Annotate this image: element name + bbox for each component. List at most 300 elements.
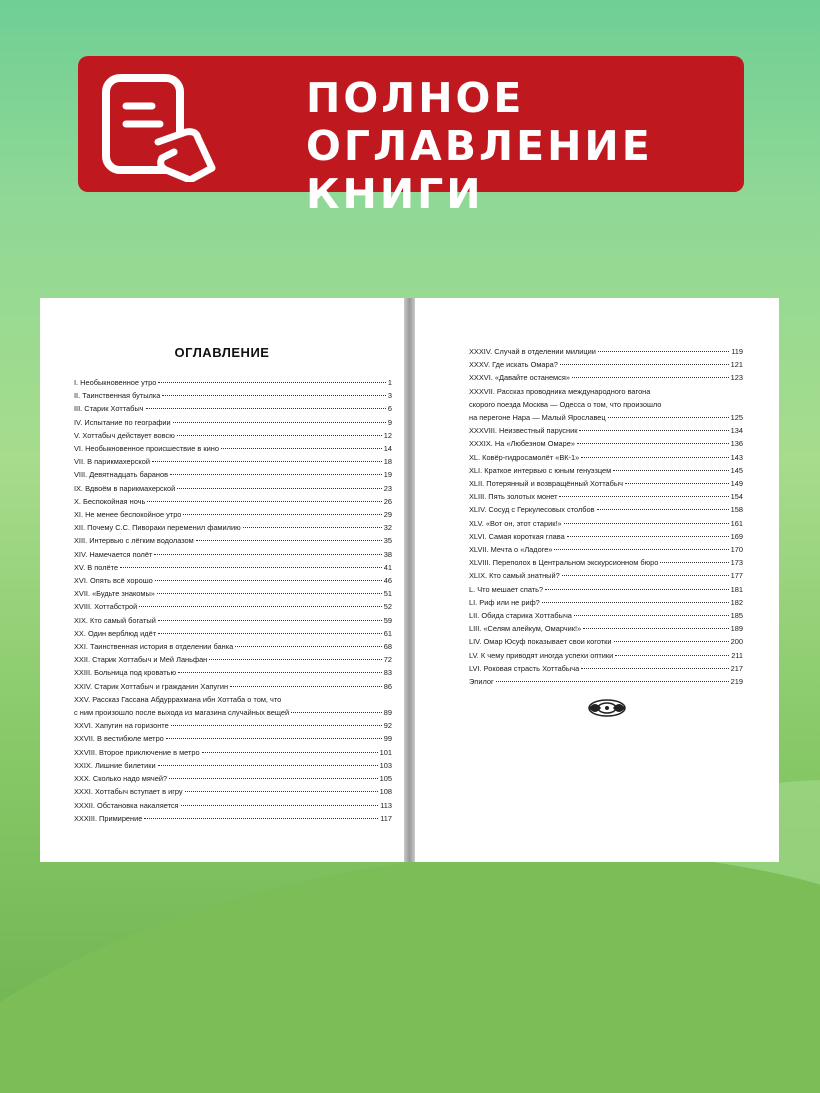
toc-leader-dots [579, 430, 728, 431]
toc-entry [469, 358, 743, 371]
toc-entry-page: 173 [730, 558, 743, 568]
book-page-right [415, 298, 779, 862]
toc-entry [469, 569, 743, 582]
toc-entry-title: XV. В полёте [74, 562, 119, 572]
toc-entry-title: XL. Ковёр-гидросамолёт «ВК-1» [469, 452, 580, 462]
toc-entry-title: XXXV. Где искать Омара? [469, 360, 558, 370]
toc-entry-page: 181 [730, 584, 743, 594]
toc-entry-page: 105 [379, 774, 392, 784]
toc-entry-page: 136 [730, 439, 743, 449]
toc-leader-dots [202, 752, 378, 753]
toc-entry-page: 59 [383, 615, 392, 625]
toc-entry-page: 61 [383, 628, 392, 638]
toc-leader-dots [574, 615, 729, 616]
toc-entry-title: XI. Не менее беспокойное утро [74, 510, 182, 520]
toc-entry-title: XXXIX. На «Любезном Омаре» [469, 439, 575, 449]
toc-entry-page: 121 [730, 360, 743, 370]
toc-entry-page: 6 [387, 404, 392, 414]
toc-leader-dots [139, 606, 381, 607]
toc-leader-dots [496, 681, 729, 682]
toc-entry-page: 68 [383, 642, 392, 652]
toc-entry [74, 455, 392, 468]
toc-entry-page: 46 [383, 576, 392, 586]
toc-entry-title: LIII. «Селям алейкум, Омарчик!» [469, 624, 582, 634]
toc-entry-title: II. Таинственная бутылка [74, 391, 161, 401]
toc-entry [74, 772, 392, 785]
toc-leader-dots [230, 686, 382, 687]
book-spine [404, 298, 415, 862]
toc-entry [74, 482, 392, 495]
toc-entry [469, 437, 743, 450]
toc-entry-page: 154 [730, 492, 743, 502]
toc-entry-page: 29 [383, 510, 392, 520]
toc-entry-page: 32 [383, 523, 392, 533]
toc-entry-title: XXII. Старик Хоттабыч и Мей Ланьфан [74, 655, 208, 665]
toc-entry [74, 653, 392, 666]
toc-entry-title: XXXII. Обстановка накаляется [74, 800, 179, 810]
toc-entry [469, 385, 743, 425]
toc-entry-row [74, 521, 392, 534]
toc-leader-dots [221, 448, 382, 449]
toc-entry-page: 189 [730, 624, 743, 634]
toc-entry-row [74, 455, 392, 468]
toc-entry-title: XLVI. Самая короткая глава [469, 531, 565, 541]
toc-entry-page: 219 [730, 677, 743, 687]
toc-entry [74, 402, 392, 415]
toc-entry-title: L. Что мешает спать? [469, 584, 544, 594]
toc-entry-page: 117 [380, 813, 392, 823]
toc-entry [74, 746, 392, 759]
book-page-left [40, 298, 404, 862]
toc-entry [74, 429, 392, 442]
toc-entry-row [469, 556, 743, 569]
toc-entry-title: XXIX. Лишние билетики [74, 760, 156, 770]
toc-entry-row [469, 451, 743, 464]
toc-entry-page: 169 [730, 531, 743, 541]
toc-entry-row [74, 416, 392, 429]
toc-entry [74, 548, 392, 561]
toc-entry-row [74, 640, 392, 653]
toc-entry-row [74, 468, 392, 481]
toc-leader-dots [542, 602, 729, 603]
toc-entry-page: 177 [730, 571, 743, 581]
toc-leader-dots [598, 351, 729, 352]
toc-entry-page: 18 [383, 457, 392, 467]
toc-entry [74, 693, 392, 719]
toc-entry [74, 574, 392, 587]
toc-leader-dots [577, 443, 729, 444]
banner [78, 56, 744, 218]
toc-entry [469, 622, 743, 635]
toc-entry [469, 530, 743, 543]
toc-leader-dots [243, 527, 382, 528]
toc-entry-page: 92 [383, 721, 392, 731]
toc-entry-page: 1 [387, 378, 392, 387]
toc-entry-page: 170 [730, 545, 743, 555]
ornament-icon [587, 698, 627, 718]
toc-entry-page: 211 [731, 650, 743, 660]
toc-leader-dots [146, 408, 386, 409]
toc-entry-title: XXVII. В вестибюле метро [74, 734, 164, 744]
toc-entry-row [74, 600, 392, 613]
toc-leader-dots [169, 778, 378, 779]
toc-entry-page: 200 [730, 637, 743, 647]
toc-entry-row [469, 477, 743, 490]
toc-heading: ОГЛАВЛЕНИЕ [174, 345, 270, 360]
toc-leader-dots [625, 483, 729, 484]
toc-entry-title: VI. Необыкновенное происшествие в кино [74, 444, 219, 454]
toc-leader-dots [209, 659, 382, 660]
toc-entry-page: 23 [383, 483, 392, 493]
toc-entry-row [74, 785, 392, 798]
hand-document-icon [100, 72, 218, 182]
toc-leader-dots [155, 580, 382, 581]
toc-entry-title: LII. Обида старика Хоттабыча [469, 611, 572, 621]
toc-entry [74, 785, 392, 798]
toc-entry-page: 99 [383, 734, 392, 744]
toc-entry-row [469, 464, 743, 477]
toc-entry-row [74, 812, 392, 825]
toc-entry [74, 376, 392, 389]
toc-leader-dots [559, 496, 728, 497]
toc-entry [469, 464, 743, 477]
toc-entry [469, 635, 743, 648]
toc-entry-row [74, 429, 392, 442]
toc-entry [74, 627, 392, 640]
toc-entry-title: XXI. Таинственная история в отделении банка [74, 642, 234, 652]
toc-entry-row [469, 503, 743, 516]
toc-entry-row [469, 649, 743, 662]
toc-leader-dots [615, 655, 729, 656]
toc-entry-title: XII. Почему С.С. Пивораки переменил фамилию [74, 523, 241, 533]
toc-entry-page: 123 [730, 373, 743, 383]
toc-leader-dots [583, 628, 728, 629]
toc-leader-dots [581, 457, 728, 458]
toc-entry-page: 185 [730, 611, 743, 621]
toc-entry-row [469, 569, 743, 582]
toc-entry-row [469, 635, 743, 648]
toc-entry-row [74, 587, 392, 600]
toc-entry-page: 217 [730, 663, 743, 673]
toc-entry [74, 521, 392, 534]
toc-entry-title: III. Старик Хоттабыч [74, 404, 144, 414]
toc-entry-row [469, 543, 743, 556]
toc-entry-title: XIII. Интервью с лёгким водолазом [74, 536, 194, 546]
toc-leader-dots [660, 562, 728, 563]
toc-entry-title: XLVIII. Переполох в Центральном экскурсионном бюро [469, 558, 659, 568]
toc-entry-page: 35 [383, 536, 392, 546]
toc-entry-title: XXXVI. «Давайте останемся» [469, 373, 570, 383]
toc-entry-row [74, 666, 392, 679]
toc-entry-page: 89 [383, 708, 392, 718]
toc-entry-row [74, 442, 392, 455]
toc-leader-dots [183, 514, 381, 515]
toc-leader-dots [158, 620, 382, 621]
toc-entry [74, 719, 392, 732]
toc-entry [469, 543, 743, 556]
toc-entry-title: XLV. «Вот он, этот старик!» [469, 518, 562, 528]
toc-leader-dots [581, 668, 728, 669]
toc-leader-dots [597, 509, 729, 510]
toc-leader-dots [170, 474, 382, 475]
toc-leader-dots [613, 470, 728, 471]
toc-leader-dots [154, 554, 381, 555]
toc-leader-dots [614, 641, 729, 642]
toc-entry-row [74, 389, 392, 402]
toc-entry-page: 182 [730, 597, 743, 607]
toc-leader-dots [158, 765, 378, 766]
toc-entry-page: 125 [730, 413, 743, 423]
toc-entry-page: 41 [383, 562, 392, 572]
toc-entry [469, 649, 743, 662]
toc-entry-row [469, 411, 743, 424]
toc-list [469, 345, 743, 688]
toc-entry-row [74, 574, 392, 587]
toc-entry-title: XLIV. Сосуд с Геркулесовых столбов [469, 505, 595, 515]
toc-entry-row [469, 358, 743, 371]
toc-entry [74, 587, 392, 600]
toc-entry-row [74, 508, 392, 521]
toc-entry-title: XXXIV. Случай в отделении милиции [469, 347, 596, 356]
toc-entry-row [74, 680, 392, 693]
toc-entry-title: XVII. «Будьте знакомы» [74, 589, 155, 599]
toc-leader-dots [177, 488, 381, 489]
toc-entry [74, 680, 392, 693]
toc-entry [469, 675, 743, 688]
toc-leader-dots [562, 575, 729, 576]
toc-entry-page: 19 [383, 470, 392, 480]
toc-entry-row [469, 583, 743, 596]
toc-entry-row [469, 424, 743, 437]
toc-leader-dots [185, 791, 378, 792]
toc-entry-title: XXIV. Старик Хоттабыч и гражданин Хапугин [74, 681, 229, 691]
toc-entry-row [74, 614, 392, 627]
toc-entry-page: 26 [383, 496, 392, 506]
toc-entry-page: 14 [383, 444, 392, 454]
toc-entry [74, 442, 392, 455]
toc-entry-title: IV. Испытание по географии [74, 417, 171, 427]
toc-leader-dots [157, 593, 382, 594]
toc-leader-dots [560, 364, 729, 365]
toc-entry [74, 508, 392, 521]
toc-entry [469, 583, 743, 596]
toc-leader-dots [567, 536, 729, 537]
toc-entry [74, 614, 392, 627]
toc-entry-row [469, 596, 743, 609]
toc-leader-dots [554, 549, 728, 550]
toc-leader-dots [572, 377, 729, 378]
toc-entry-page: 38 [383, 549, 392, 559]
toc-entry-page: 158 [730, 505, 743, 515]
toc-entry-title: IX. Вдвоём в парикмахерской [74, 483, 176, 493]
toc-leader-dots [291, 712, 382, 713]
toc-leader-dots [177, 435, 382, 436]
toc-entry-row [74, 548, 392, 561]
toc-entry [469, 424, 743, 437]
toc-entry [74, 600, 392, 613]
toc-entry-page: 86 [383, 681, 392, 691]
toc-entry-page: 108 [379, 787, 392, 797]
toc-entry-title: LVI. Роковая страсть Хоттабыча [469, 663, 580, 673]
toc-entry-title: XXVIII. Второе приключение в метро [74, 747, 200, 757]
toc-entry-page: 143 [730, 452, 743, 462]
toc-entry-page: 149 [730, 479, 743, 489]
toc-entry-page: 119 [731, 347, 743, 356]
toc-entry [469, 477, 743, 490]
toc-entry-row [74, 653, 392, 666]
toc-leader-dots [173, 422, 386, 423]
toc-leader-dots [171, 725, 382, 726]
toc-entry-title: LI. Риф или не риф? [469, 597, 540, 607]
toc-entry [74, 534, 392, 547]
toc-entry-title: LV. К чему приводят иногда успехи оптики [469, 650, 614, 660]
toc-entry [469, 345, 743, 358]
toc-leader-dots [120, 567, 382, 568]
toc-entry-row [74, 772, 392, 785]
toc-entry-page: 72 [383, 655, 392, 665]
toc-entry-row [74, 627, 392, 640]
toc-entry-title: XXXVIII. Неизвестный парусник [469, 426, 578, 436]
toc-leader-dots [144, 818, 378, 819]
toc-leader-dots [147, 501, 381, 502]
toc-entry [74, 389, 392, 402]
toc-entry-title: с ним произошло после выхода из магазина случайных вещей [74, 708, 290, 718]
toc-list [74, 376, 392, 825]
toc-entry-title: XLVII. Мечта о «Ладоге» [469, 545, 553, 555]
toc-entry-page: 51 [383, 589, 392, 599]
toc-entry-row [74, 495, 392, 508]
banner-title-line: ОГЛАВЛЕНИЕ КНИГИ [306, 122, 653, 218]
toc-entry-title: XXX. Сколько надо мячей? [74, 774, 168, 784]
toc-leader-dots [166, 738, 382, 739]
toc-entry-title: XXXIII. Примирение [74, 813, 143, 823]
toc-leader-dots [158, 382, 385, 383]
toc-entry-row [74, 561, 392, 574]
toc-leader-dots [235, 646, 382, 647]
toc-entry-title: V. Хоттабыч действует вовсю [74, 430, 175, 440]
toc-leader-dots [158, 633, 382, 634]
toc-entry-title: на перегоне Нара — Малый Ярославец [469, 413, 606, 423]
toc-entry-title: XXXVII. Рассказ проводника международного вагона [469, 386, 651, 396]
toc-entry-row [74, 759, 392, 772]
toc-leader-dots [162, 395, 386, 396]
toc-entry-page: 12 [383, 430, 392, 440]
toc-entry-title: X. Беспокойная ночь [74, 496, 146, 506]
toc-entry-row [74, 402, 392, 415]
toc-entry-row [469, 662, 743, 675]
toc-entry [74, 759, 392, 772]
banner-title [306, 74, 744, 218]
toc-entry [469, 596, 743, 609]
toc-entry-row [74, 746, 392, 759]
toc-entry [469, 662, 743, 675]
toc-entry-row [74, 534, 392, 547]
toc-entry-page: 9 [387, 417, 392, 427]
toc-entry-row [74, 719, 392, 732]
toc-entry-page: 161 [730, 518, 743, 528]
toc-entry-title: скорого поезда Москва — Одесса о том, что произошло [469, 399, 662, 409]
toc-entry-title: XX. Один верблюд идёт [74, 628, 157, 638]
toc-leader-dots [152, 461, 382, 462]
toc-entry-title: XLII. Потерянный и возвращённый Хоттабыч [469, 479, 624, 489]
toc-entry-title: XLIII. Пять золотых монет [469, 492, 558, 502]
toc-entry-row [469, 530, 743, 543]
toc-entry-row [469, 345, 743, 358]
toc-entry [469, 609, 743, 622]
toc-entry-page: 145 [730, 465, 743, 475]
toc-entry [74, 468, 392, 481]
toc-entry-row [74, 799, 392, 812]
toc-entry [469, 371, 743, 384]
toc-entry-row [74, 482, 392, 495]
toc-entry-row [74, 732, 392, 745]
toc-entry-row [469, 371, 743, 384]
toc-entry-title: XXXI. Хоттабыч вступает в игру [74, 787, 183, 797]
toc-entry-title: XXV. Рассказ Гассана Абдуррахмана ибн Хоттаба о том, что [74, 694, 282, 704]
toc-entry-title: VIII. Девятнадцать баранов [74, 470, 169, 480]
toc-entry-title: XLIX. Кто самый знатный? [469, 571, 560, 581]
toc-entry-page: 3 [387, 391, 392, 401]
toc-entry-title: LIV. Омар Юсуф показывает свои коготки [469, 637, 612, 647]
toc-entry-title: XXVI. Хапугин на горизонте [74, 721, 169, 731]
toc-leader-dots [178, 672, 382, 673]
toc-entry [74, 561, 392, 574]
toc-entry [469, 503, 743, 516]
toc-entry [74, 812, 392, 825]
toc-entry-page: 101 [379, 747, 392, 757]
toc-entry-title: XIX. Кто самый богатый [74, 615, 156, 625]
toc-entry-row [74, 376, 392, 389]
toc-entry-page: 103 [379, 760, 392, 770]
toc-entry-title: I. Необыкновенное утро [74, 378, 157, 387]
toc-entry-row [469, 622, 743, 635]
toc-entry-title: XVI. Опять всё хорошо [74, 576, 153, 586]
toc-entry-title: XLI. Краткое интервью с юным генуэзцем [469, 465, 612, 475]
toc-entry [74, 666, 392, 679]
banner-title-line: ПОЛНОЕ [306, 74, 525, 122]
toc-entry-row [469, 517, 743, 530]
toc-entry [469, 490, 743, 503]
toc-entry [74, 732, 392, 745]
toc-entry-page: 134 [730, 426, 743, 436]
toc-entry [469, 556, 743, 569]
toc-leader-dots [196, 540, 382, 541]
toc-entry-title: XXIII. Больница под кроватью [74, 668, 177, 678]
toc-entry-title: XVIII. Хоттабстрой [74, 602, 138, 612]
toc-leader-dots [545, 589, 729, 590]
toc-entry-page: 52 [383, 602, 392, 612]
toc-leader-dots [564, 523, 729, 524]
toc-entry-page: 113 [380, 800, 392, 810]
toc-entry [74, 495, 392, 508]
toc-entry [74, 416, 392, 429]
toc-entry-row [469, 437, 743, 450]
toc-leader-dots [181, 805, 379, 806]
toc-entry-row [469, 609, 743, 622]
toc-entry [469, 517, 743, 530]
toc-entry-title: XIV. Намечается полёт [74, 549, 153, 559]
toc-entry-page: 83 [383, 668, 392, 678]
toc-leader-dots [608, 417, 729, 418]
toc-entry-row [469, 675, 743, 688]
toc-entry [74, 640, 392, 653]
toc-entry [74, 799, 392, 812]
toc-entry-title: Эпилог [469, 677, 494, 687]
toc-entry-row [74, 706, 392, 719]
toc-entry-row [469, 490, 743, 503]
toc-entry-title: VII. В парикмахерской [74, 457, 150, 467]
toc-entry [469, 451, 743, 464]
